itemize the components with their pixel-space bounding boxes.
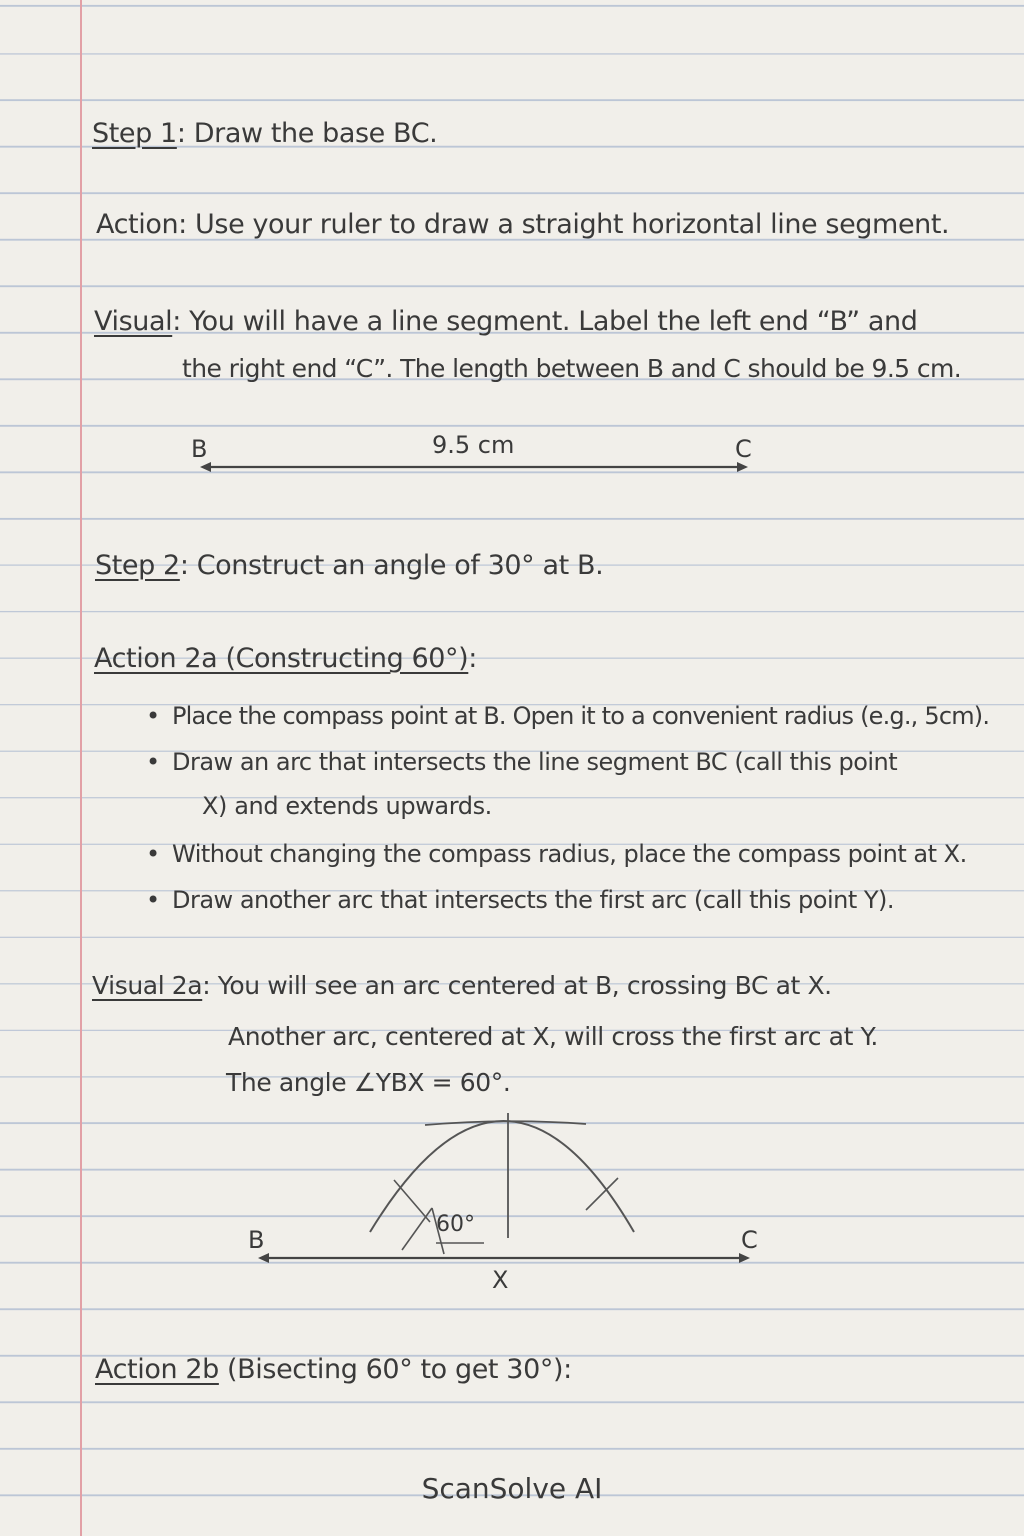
bullet-item-2-continuation: X) and extends upwards. bbox=[202, 792, 492, 820]
visual2a-text-1: : You will see an arc centered at B, crossing BC at X. bbox=[202, 971, 832, 1000]
bullet-item-1: • Place the compass point at B. Open it to a convenient radius (e.g., 5cm). bbox=[172, 699, 989, 733]
action2b-line bbox=[95, 1353, 572, 1387]
step1-text: : Draw the base BC. bbox=[176, 118, 438, 149]
action2b-text: (Bisecting 60° to get 30°): bbox=[218, 1354, 572, 1385]
arc-centered-b bbox=[370, 1121, 634, 1232]
step2-line bbox=[95, 549, 603, 583]
bullet-item-4: • Draw another arc that intersects the first arc (call this point Y). bbox=[172, 883, 894, 917]
diagram-construction-60 bbox=[248, 1113, 758, 1294]
point-c-label: C bbox=[735, 435, 752, 463]
step2-text: : Construct an angle of 30° at B. bbox=[179, 550, 604, 581]
diagram-base-bc bbox=[191, 431, 752, 472]
action2a-line bbox=[94, 642, 477, 676]
visual2a-line1 bbox=[92, 969, 832, 1003]
arrow-right-icon bbox=[739, 1253, 750, 1263]
visual2a-line2: Another arc, centered at X, will cross the first arc at Y. bbox=[228, 1022, 878, 1051]
step1-heading: Step 1 bbox=[92, 118, 177, 149]
step2-heading: Step 2 bbox=[95, 550, 180, 581]
action1-label: Action bbox=[96, 209, 179, 240]
visual2a-label: Visual 2a bbox=[92, 971, 203, 1000]
action2a-heading: Action 2a (Constructing 60°) bbox=[94, 643, 469, 674]
footer-brand: ScanSolve AI bbox=[421, 1472, 603, 1505]
bullet-item-3: • Without changing the compass radius, place the compass point at X. bbox=[172, 837, 967, 871]
point-x-label: X bbox=[492, 1266, 509, 1294]
tick-mark-left bbox=[394, 1180, 430, 1222]
visual1-line2: the right end “C”. The length between B and C should be 9.5 cm. bbox=[182, 354, 962, 383]
point-b-label-2: B bbox=[248, 1226, 265, 1254]
angle-arm bbox=[402, 1208, 432, 1250]
length-label: 9.5 cm bbox=[432, 431, 515, 459]
action2b-heading: Action 2b bbox=[95, 1354, 219, 1385]
angle-60-label: 60° bbox=[436, 1212, 475, 1237]
point-c-label-2: C bbox=[741, 1226, 758, 1254]
visual1-label: Visual bbox=[94, 306, 173, 337]
action2a-colon: : bbox=[468, 643, 477, 674]
visual2a-line3: The angle ∠YBX = 60°. bbox=[226, 1068, 511, 1097]
arrow-left-icon bbox=[200, 462, 211, 472]
arrow-right-icon bbox=[737, 462, 748, 472]
point-b-label: B bbox=[191, 435, 208, 463]
bullet-item-2: • Draw an arc that intersects the line segment BC (call this point bbox=[172, 745, 897, 779]
arc-centered-x bbox=[425, 1121, 586, 1125]
arrow-left-icon bbox=[258, 1253, 269, 1263]
visual1-text-1: : You will have a line segment. Label the left end “B” and bbox=[172, 306, 918, 337]
action1-text: : Use your ruler to draw a straight horizontal line segment. bbox=[178, 209, 950, 240]
